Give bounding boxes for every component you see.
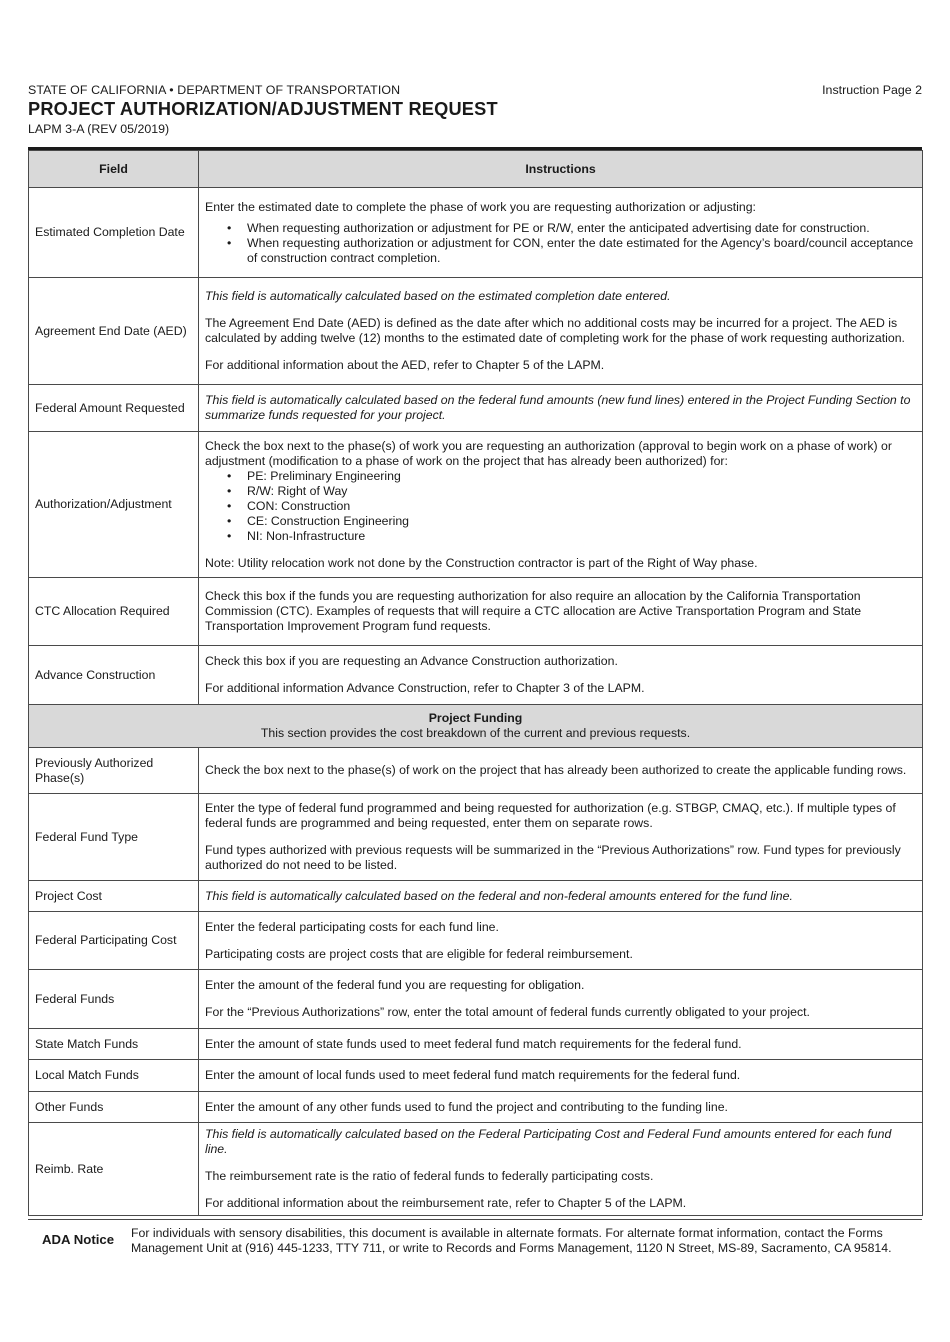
- form-number: LAPM 3-A (REV 05/2019): [28, 122, 170, 136]
- instruction-text: Check this box if the funds you are requesting authorization for also require an allocation by the California Transportation Commission (CTC). Examples of requests that will require a CTC allocation are Active Transportation Program and State Transportation Improvement Program fund requests.: [205, 589, 862, 633]
- list-item: • NI: Non-Infrastructure: [227, 529, 916, 544]
- list-item: • PE: Preliminary Engineering: [227, 469, 916, 484]
- instruction-cell: [199, 912, 923, 970]
- instruction-text: Enter the amount of any other funds used to fund the project and contributing to the funding line.: [205, 1099, 728, 1114]
- section-subtitle: This section provides the cost breakdown of the current and previous requests.: [260, 726, 691, 740]
- field-label: Previously Authorized Phase(s): [29, 748, 199, 794]
- field-label: State Match Funds: [29, 1029, 199, 1060]
- section-row-project-funding: [29, 705, 923, 748]
- instruction-cell: [199, 748, 923, 794]
- instructions-table: [28, 147, 922, 1216]
- instruction-text: For additional information about the reimbursement rate, refer to Chapter 5 of the LAPM.: [205, 1196, 687, 1210]
- instruction-cell: [199, 188, 923, 278]
- bullet-list: [205, 221, 916, 266]
- instruction-text: This field is automatically calculated based on the Federal Participating Cost and Federal Fund amounts entered for each fund line.: [205, 1127, 892, 1156]
- table-row: [29, 432, 923, 578]
- instruction-text: Fund types authorized with previous requests will be summarized in the “Previous Authorizations” row. Fund types for previously authorized do not need to be listed.: [205, 843, 901, 872]
- table-row: [29, 188, 923, 278]
- field-label: Federal Fund Type: [29, 794, 199, 881]
- instruction-cell: [199, 1123, 923, 1216]
- instruction-text: This field is automatically calculated based on the federal fund amounts (new fund lines) entered in the Project Funding Section to summarize funds requested for your project.: [205, 393, 911, 422]
- table-row: [29, 748, 923, 794]
- column-header-instructions: Instructions: [199, 151, 923, 188]
- field-label: Advance Construction: [29, 646, 199, 705]
- field-label: Federal Amount Requested: [29, 385, 199, 432]
- field-label: Federal Funds: [29, 970, 199, 1029]
- form-title: PROJECT AUTHORIZATION/ADJUSTMENT REQUEST: [28, 99, 498, 119]
- instruction-text: Note: Utility relocation work not done by the Construction contractor is part of the Right of Way phase.: [205, 555, 758, 570]
- page-label: Instruction Page 2: [822, 83, 922, 97]
- list-item: • When requesting authorization or adjustment for CON, enter the date estimated for the Agency’s board/council acceptance of construction contract completion.: [227, 236, 916, 266]
- field-label: Estimated Completion Date: [29, 188, 199, 278]
- instruction-text: Enter the amount of local funds used to meet federal fund match requirements for the federal fund.: [205, 1068, 741, 1082]
- field-label: Agreement End Date (AED): [29, 278, 199, 385]
- list-item: • R/W: Right of Way: [227, 484, 916, 499]
- table-row: [29, 646, 923, 705]
- field-label: CTC Allocation Required: [29, 578, 199, 646]
- instruction-text: The Agreement End Date (AED) is defined as the date after which no additional costs may be incurred for a project. The AED is calculated by adding twelve (12) months to the estimated date of completing work for the phase of work requesting authorization.: [205, 316, 905, 345]
- ada-notice-label: ADA Notice: [42, 1232, 115, 1247]
- table-row: [29, 881, 923, 912]
- agency-name: STATE OF CALIFORNIA • DEPARTMENT OF TRANSPORTATION: [28, 83, 401, 97]
- ada-notice: [28, 1219, 922, 1256]
- instruction-cell: [199, 1029, 923, 1060]
- instruction-cell: [199, 578, 923, 646]
- instruction-text: Enter the federal participating costs for each fund line.: [205, 919, 499, 934]
- instruction-cell: [199, 1092, 923, 1123]
- table-row: [29, 794, 923, 881]
- field-label: Other Funds: [29, 1092, 199, 1123]
- instruction-text: Check this box if you are requesting an Advance Construction authorization.: [205, 654, 618, 668]
- section-title: Project Funding: [428, 711, 523, 725]
- field-label: Project Cost: [29, 881, 199, 912]
- table-row: [29, 912, 923, 970]
- instruction-text: Enter the estimated date to complete the phase of work you are requesting authorization or adjusting:: [205, 199, 756, 214]
- instruction-text: Check the box next to the phase(s) of work on the project that has already been authorized to create the applicable funding rows.: [205, 763, 907, 777]
- instruction-cell: [199, 881, 923, 912]
- bullet-list: [205, 469, 916, 544]
- list-item: • When requesting authorization or adjustment for PE or R/W, enter the anticipated advertising date for construction.: [227, 221, 916, 236]
- table-row: [29, 578, 923, 646]
- instruction-text: Enter the type of federal fund programmed and being requested for authorization (e.g. STBGP, CMAQ, etc.). If multiple types of federal funds are programmed and being requested, enter them on separate rows.: [205, 801, 896, 830]
- instruction-text: Check the box next to the phase(s) of work you are requesting an authorization (approval to begin work on a phase of work) or adjustment (modification to a phase of work on the project that has already been authorized) for:: [205, 438, 892, 468]
- instruction-text: The reimbursement rate is the ratio of federal funds to federally participating costs.: [205, 1169, 654, 1183]
- instruction-cell: [199, 970, 923, 1029]
- table-row: [29, 1029, 923, 1060]
- table-row: [29, 1123, 923, 1216]
- field-label: Local Match Funds: [29, 1060, 199, 1092]
- instruction-text: Enter the amount of state funds used to meet federal fund match requirements for the federal fund.: [205, 1036, 742, 1051]
- instruction-text: For additional information about the AED, refer to Chapter 5 of the LAPM.: [205, 358, 605, 372]
- instruction-cell: [199, 385, 923, 432]
- field-label: Reimb. Rate: [29, 1123, 199, 1216]
- instruction-text: This field is automatically calculated based on the estimated completion date entered.: [205, 289, 671, 303]
- table-row: [29, 1092, 923, 1123]
- instruction-text: For the “Previous Authorizations” row, enter the total amount of federal funds currently obligated to your project.: [205, 1005, 810, 1019]
- ada-notice-text: For individuals with sensory disabilities, this document is available in alternate formats. For alternate format information, contact the Forms Management Unit at (916) 445-1233, TTY 711, or write to Records and Forms Management, 1120 N Street, MS-89, Sacramento, CA 95814.: [131, 1226, 892, 1255]
- field-label: Federal Participating Cost: [29, 912, 199, 970]
- instruction-text: For additional information Advance Construction, refer to Chapter 3 of the LAPM.: [205, 681, 645, 695]
- section-header: [29, 705, 923, 748]
- column-header-field: Field: [29, 151, 199, 188]
- list-item: • CE: Construction Engineering: [227, 514, 916, 529]
- field-label: Authorization/Adjustment: [29, 432, 199, 578]
- table-row: [29, 970, 923, 1029]
- list-item: • CON: Construction: [227, 499, 916, 514]
- table-row: [29, 1060, 923, 1092]
- instruction-cell: [199, 1060, 923, 1092]
- table-row: [29, 385, 923, 432]
- instruction-cell: [199, 794, 923, 881]
- instruction-text: Participating costs are project costs that are eligible for federal reimbursement.: [205, 946, 633, 961]
- instruction-cell: [199, 646, 923, 705]
- table-header-row: [29, 151, 923, 188]
- instruction-cell: [199, 432, 923, 578]
- instruction-text: Enter the amount of the federal fund you are requesting for obligation.: [205, 978, 585, 992]
- instruction-text: This field is automatically calculated based on the federal and non-federal amounts entered for the fund line.: [205, 888, 793, 903]
- table-row: [29, 278, 923, 385]
- instruction-cell: [199, 278, 923, 385]
- page-header: [28, 83, 922, 143]
